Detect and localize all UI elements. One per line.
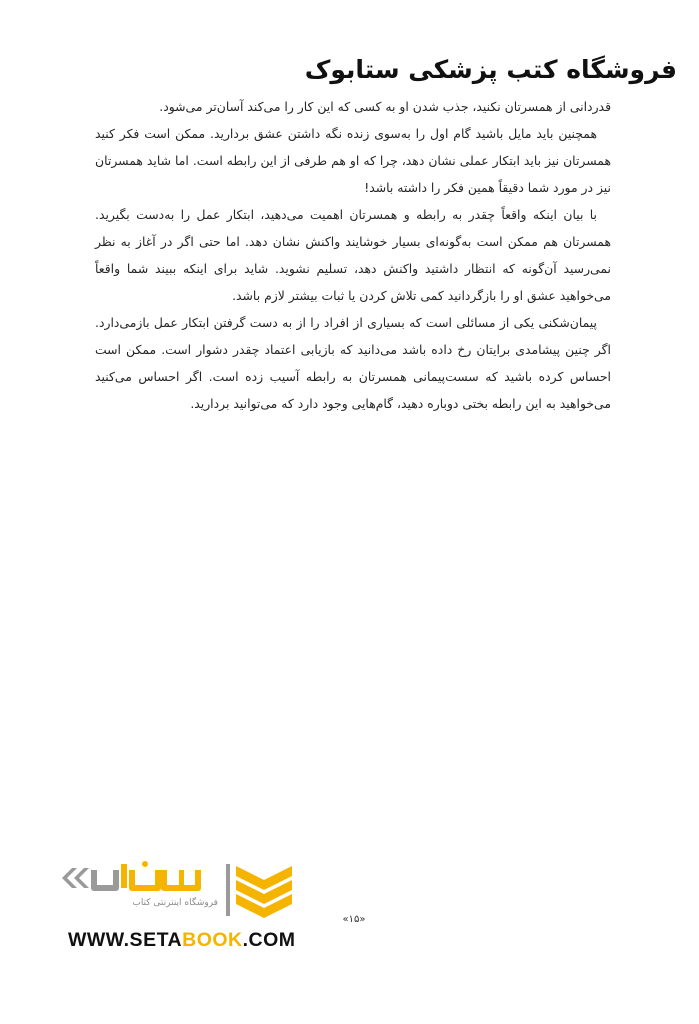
page-header-title: فروشگاه کتب پزشکی ستابوک — [304, 55, 677, 84]
site-url-prefix: WWW.SETA — [68, 929, 183, 951]
paragraph-4: پیمان‌شکنی یکی از مسائلی است که بسیاری از افراد را از به دست گرفتن ابتکار عمل بازمی‌دارد. اگر چنین پیشامدی برایتان رخ داده باشد می‌دانید که بازیابی اعتماد چقدر دشوار است. ممکن است احساس کرده باشید که سست‌پیمانی همسرتان به رابطه آسیب زده است. اگر احساس می‌کنید می‌خواهید به این رابطه بختی دوباره دهید، گام‌هایی وجود دارد که می‌توانید بردارید. — [95, 315, 611, 411]
paragraph-1: قدردانی از همسرتان نکنید، جذب شدن او به کسی که این کار را می‌کند آسان‌تر می‌شود. — [159, 99, 611, 114]
site-url — [68, 929, 296, 952]
paragraph-2: همچنین باید مایل باشید گام اول را به‌سوی زنده نگه داشتن عشق بردارید. ممکن است فکر کنید همسرتان نیز باید ابتکار عملی نشان دهد، چرا که او هم طرفی از این رابطه است. اما شاید همسرتان نیز در مورد شما دقیقاً همین فکر را داشته باشد! — [95, 126, 611, 195]
setabook-chevron-logo-icon — [224, 862, 296, 918]
logo-tagline: فروشگاه اینترنتی کتاب — [132, 898, 218, 908]
body-text — [95, 93, 611, 417]
site-url-suffix: .COM — [242, 929, 296, 951]
site-url-accent: BOOK — [182, 929, 243, 951]
paragraph-3: با بیان اینکه واقعاً چقدر به رابطه و همسرتان اهمیت می‌دهید، ابتکار عمل را به‌دست بگیرید. همسرتان هم ممکن است به‌گونه‌ای بسیار خوشایند واکنش نشان دهد. اما حتی اگر در آغاز به نظر نمی‌رسید آن‌گونه که انتظار داشتید واکنش دهد، تسلیم نشوید. شاید برای اینکه ببیند شما واقعاً می‌خواهید عشق او را بازگردانید کمی تلاش کردن یا ثبات بیشتر لازم باشد. — [95, 207, 611, 303]
setabook-wordmark-logo-icon — [58, 858, 208, 898]
page-number: «۱۵» — [342, 914, 366, 925]
setabook-logo — [58, 852, 303, 924]
